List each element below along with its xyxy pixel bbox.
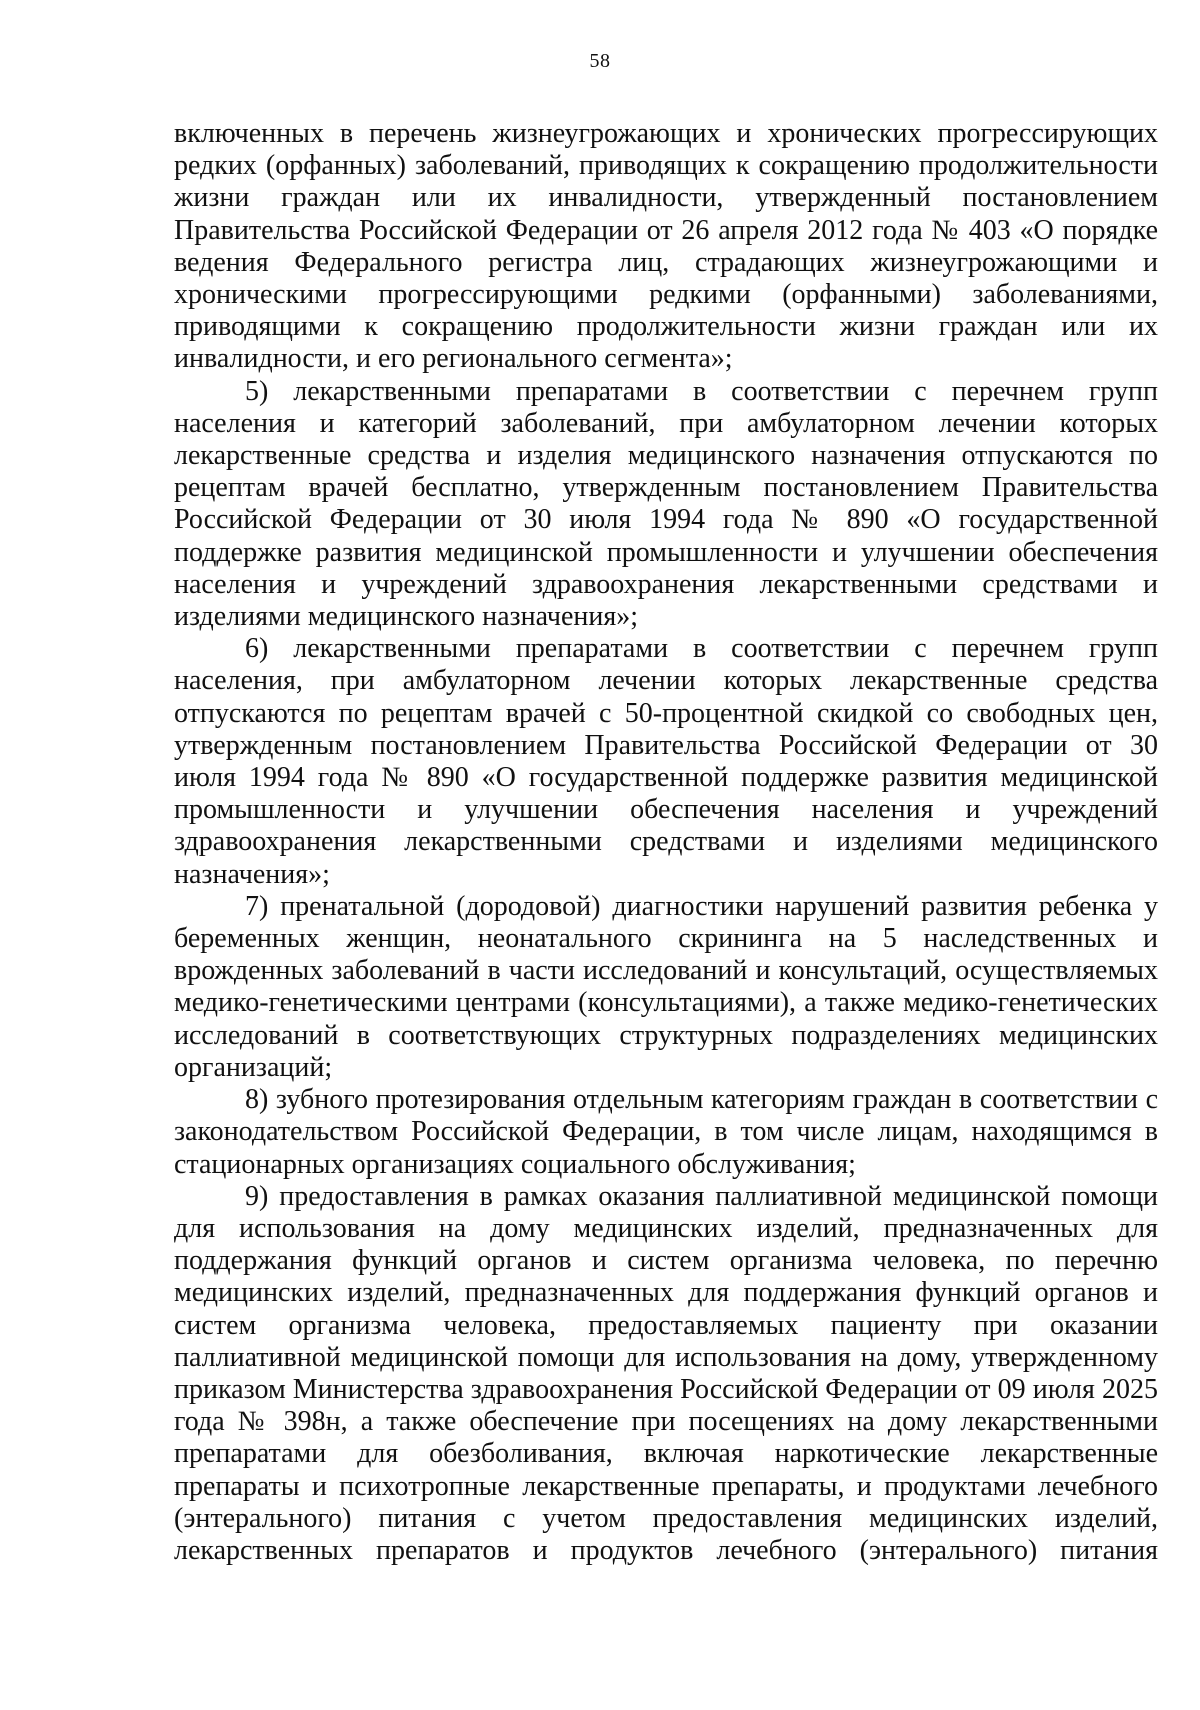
paragraph-item-5: 5) лекарственными препаратами в соответствии с перечнем групп населения и категорий заболеваний, при амбулаторном лечении которых лекарственные средства и изделия медицинского назначения отпускаются по рецептам врачей бесплатно, утвержденным постановлением Правительства Российской Федерации от 30 июля 1994 года № 890 «О государственной поддержке развития медицинской промышленности и улучшении обеспечения населения и учреждений здравоохранения лекарственными средствами и изделиями медицинского назначения»; (174, 375, 1158, 633)
paragraph-item-8: 8) зубного протезирования отдельным категориям граждан в соответствии с законодательством Российской Федерации, в том числе лицам, находящимся в стационарных организациях социального обслуживания; (174, 1084, 1158, 1180)
paragraph-continuation: включенных в перечень жизнеугрожающих и хронических прогрессирующих редких (орфанных) заболеваний, приводящих к сокращению продолжительности жизни граждан или их инвалидности, утвержденный постановлением Правительства Российской Федерации от 26 апреля 2012 года № 403 «О порядке ведения Федерального регистра лиц, страдающих жизнеугрожающими и хроническими прогрессирующими редкими (орфанными) заболеваниями, приводящими к сокращению продолжительности жизни граждан или их инвалидности, и его регионального сегмента»; (174, 118, 1158, 375)
paragraph-item-6: 6) лекарственными препаратами в соответствии с перечнем групп населения, при амбулаторном лечении которых лекарственные средства отпускаются по рецептам врачей с 50-процентной скидкой со свободных цен, утвержденным постановлением Правительства Российской Федерации от 30 июля 1994 года № 890 «О государственной поддержке развития медицинской промышленности и улучшении обеспечения населения и учреждений здравоохранения лекарственными средствами и изделиями медицинского назначения»; (174, 633, 1158, 890)
paragraph-item-9: 9) предоставления в рамках оказания паллиативной медицинской помощи для использования на дому медицинских изделий, предназначенных для поддержания функций органов и систем организма человека, по перечню медицинских изделий, предназначенных для поддержания функций органов и систем организма человека, предоставляемых пациенту при оказании паллиативной медицинской помощи для использования на дому, утвержденному приказом Министерства здравоохранения Российской Федерации от 09 июля 2025 года № 398н, а также обеспечение при посещениях на дому лекарственными препаратами для обезболивания, включая наркотические лекарственные препараты и психотропные лекарственные препараты, и продуктами лечебного (энтерального) питания с учетом предоставления медицинских изделий, лекарственных препаратов и продуктов лечебного (энтерального) питания (174, 1180, 1158, 1566)
paragraph-item-7: 7) пренатальной (дородовой) диагностики нарушений развития ребенка у беременных женщин, неонатального скрининга на 5 наследственных и врожденных заболеваний в части исследований и консультаций, осуществляемых медико-генетическими центрами (консультациями), а также медико-генетических исследований в соответствующих структурных подразделениях медицинских организаций; (174, 890, 1158, 1083)
document-body (174, 118, 1158, 1567)
page-number: 58 (589, 50, 611, 72)
